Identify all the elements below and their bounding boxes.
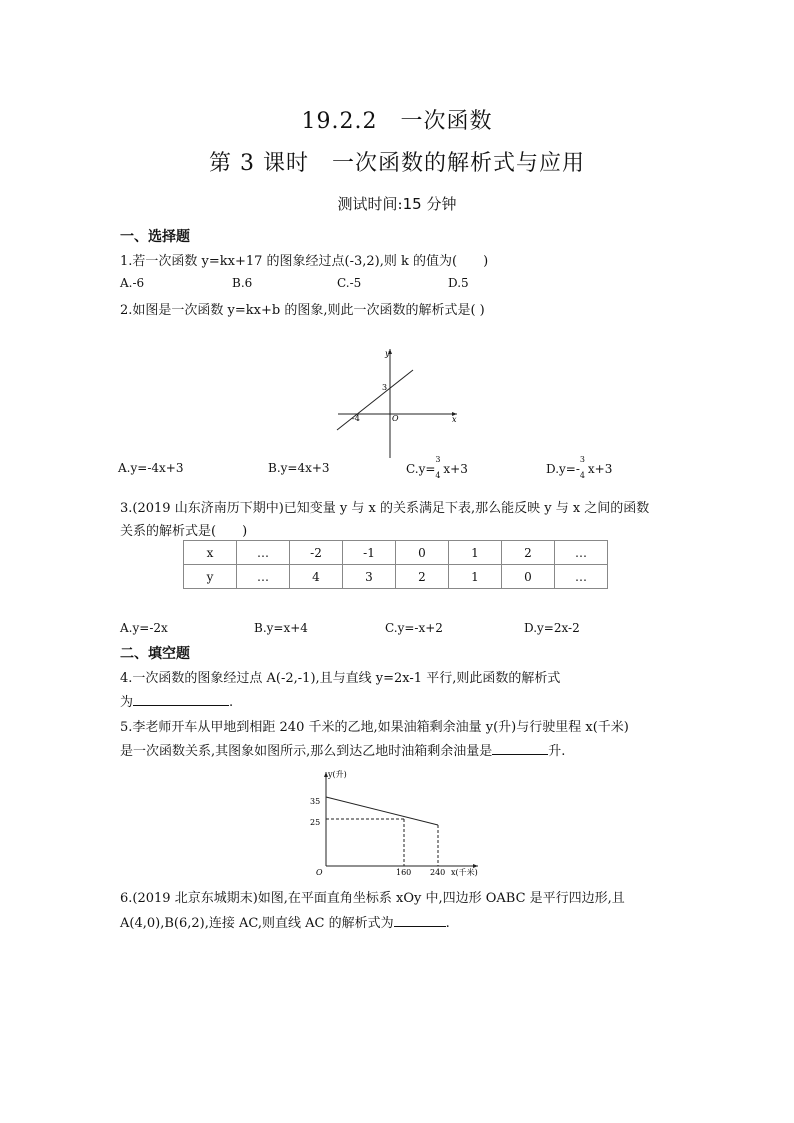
q2-option-d: D.y=- 3 4 x+3 (546, 455, 613, 480)
q6-answer-blank[interactable] (394, 914, 446, 927)
question-1: 1.若一次函数 y=kx+17 的图象经过点(-3,2),则 k 的值为( ) (120, 254, 489, 269)
q1-option-c: C.-5 (337, 276, 362, 290)
table-cell: 4 (290, 565, 343, 589)
section-heading-choice: 一、选择题 (120, 229, 190, 245)
table-row (184, 565, 608, 589)
page-title: 19.2.2 一次函数 (301, 109, 493, 134)
question-6-line1: 6.(2019 北京东城期末)如图,在平面直角坐标系 xOy 中,四边形 OABC 是平行四边形,且 (120, 891, 625, 906)
question-5-line2: 是一次函数关系,其图象如图所示,那么到达乙地时油箱剩余油量是 升. (120, 744, 566, 759)
table-cell: x (184, 541, 237, 565)
q2-x-label: x (452, 415, 457, 424)
q2-origin-label: O (392, 414, 399, 423)
table-cell: 3 (343, 565, 396, 589)
table-cell: 1 (449, 541, 502, 565)
table-cell: 2 (502, 541, 555, 565)
q5-y-tick-25: 25 (310, 818, 321, 827)
q5-fuel-line (326, 797, 438, 825)
table-cell: 2 (396, 565, 449, 589)
q5-y-tick-35: 35 (310, 797, 321, 806)
table-cell: … (555, 541, 608, 565)
q5-origin-label: O (316, 868, 323, 877)
table-cell: … (237, 565, 290, 589)
q2-option-a: A.y=-4x+3 (118, 461, 184, 475)
q2-x-intercept-label: -4 (352, 414, 360, 423)
page-subtitle: 第 3 课时 一次函数的解析式与应用 (209, 151, 585, 176)
q2-function-line (337, 370, 413, 430)
table-cell: -1 (343, 541, 396, 565)
q3-value-table (183, 540, 608, 589)
table-cell: 0 (396, 541, 449, 565)
table-cell: … (237, 541, 290, 565)
q5-x-label: x(千米) (451, 868, 478, 877)
question-3-line2: 关系的解析式是( ) (120, 524, 248, 539)
table-row (184, 541, 608, 565)
q4-answer-blank[interactable] (133, 693, 229, 706)
question-4: 4.一次函数的图象经过点 A(-2,-1),且与直线 y=2x-1 平行,则此函数的解析式 (120, 671, 561, 686)
q2-line-graph (333, 344, 463, 460)
q3-option-d: D.y=2x-2 (524, 621, 580, 635)
q3-option-c: C.y=-x+2 (385, 621, 443, 635)
table-cell: … (555, 565, 608, 589)
q5-fuel-graph (306, 768, 486, 878)
q3-option-a: A.y=-2x (120, 621, 168, 635)
table-cell: -2 (290, 541, 343, 565)
section-heading-fill: 二、填空题 (120, 646, 190, 662)
question-2: 2.如图是一次函数 y=kx+b 的图象,则此一次函数的解析式是( ) (120, 303, 485, 318)
test-time (0, 193, 794, 214)
table-cell: 0 (502, 565, 555, 589)
q1-option-d: D.5 (448, 276, 469, 290)
q2-option-b: B.y=4x+3 (268, 461, 330, 475)
q5-y-label: y(升) (328, 770, 347, 779)
q1-option-b: B.6 (232, 276, 253, 290)
q2-y-intercept-label: 3 (382, 383, 388, 392)
test-time-value: 15 分钟 (402, 195, 457, 213)
table-cell: 1 (449, 565, 502, 589)
question-6-line2: A(4,0),B(6,2),连接 AC,则直线 AC 的解析式为 . (120, 916, 450, 931)
q2-y-label: y (385, 349, 390, 358)
question-3-line1: 3.(2019 山东济南历下期中)已知变量 y 与 x 的关系满足下表,那么能反映 y 与 x 之间的函数 (120, 501, 650, 516)
q5-x-tick-240: 240 (430, 868, 446, 877)
test-time-label: 测试时间: (337, 195, 403, 213)
q2-option-c: C.y= 3 4 x+3 (406, 455, 468, 480)
question-5-line1: 5.李老师开车从甲地到相距 240 千米的乙地,如果油箱剩余油量 y(升)与行驶里程 x(千米) (120, 720, 629, 735)
q3-option-b: B.y=x+4 (254, 621, 308, 635)
question-4-line2: 为 . (120, 695, 234, 710)
q5-x-tick-160: 160 (396, 868, 412, 877)
q5-answer-blank[interactable] (492, 742, 548, 755)
table-cell: y (184, 565, 237, 589)
q1-option-a: A.-6 (120, 276, 145, 290)
